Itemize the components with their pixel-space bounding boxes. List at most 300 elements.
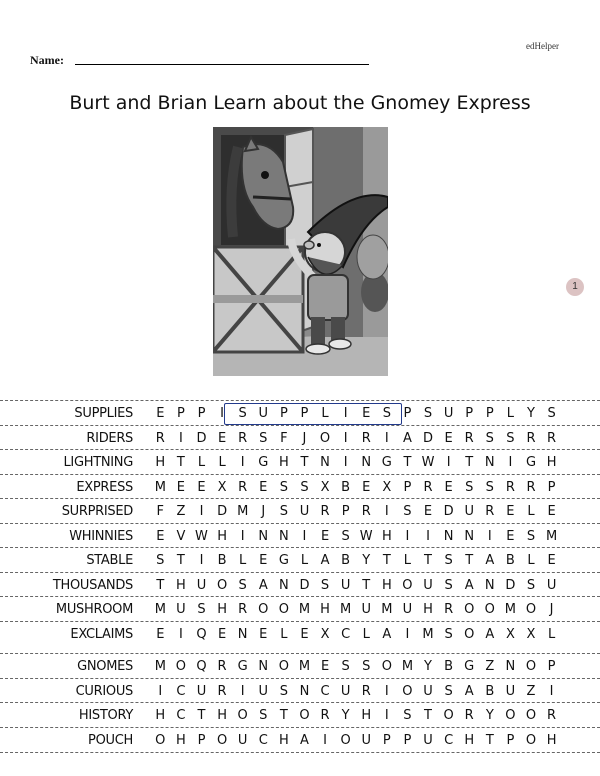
puzzle-letter[interactable]: E xyxy=(547,504,556,519)
puzzle-letter[interactable]: T xyxy=(465,455,474,470)
puzzle-letter[interactable]: S xyxy=(444,627,453,642)
puzzle-letter[interactable]: S xyxy=(485,480,494,495)
puzzle-letter[interactable]: T xyxy=(300,455,309,470)
puzzle-word: SUPPLIES xyxy=(74,406,133,421)
puzzle-letter[interactable]: I xyxy=(240,529,245,544)
puzzle-letter[interactable]: P xyxy=(300,406,309,421)
puzzle-letter[interactable]: M xyxy=(401,659,414,674)
puzzle-letter[interactable]: S xyxy=(444,684,453,699)
puzzle-letter[interactable]: Z xyxy=(485,659,495,674)
puzzle-letter[interactable]: P xyxy=(465,406,474,421)
name-field[interactable] xyxy=(75,64,369,65)
puzzle-letter[interactable]: O xyxy=(175,659,186,674)
puzzle-letter[interactable]: I xyxy=(487,529,492,544)
puzzle-letter[interactable]: S xyxy=(506,431,515,446)
puzzle-letter[interactable]: X xyxy=(320,627,330,642)
puzzle-letter[interactable]: F xyxy=(280,431,288,446)
puzzle-letter[interactable]: Q xyxy=(196,659,207,674)
puzzle-letter[interactable]: O xyxy=(464,627,475,642)
puzzle-letter[interactable]: S xyxy=(485,431,494,446)
puzzle-letter[interactable]: R xyxy=(238,480,248,495)
puzzle-letter[interactable]: N xyxy=(443,529,454,544)
puzzle-letter[interactable]: D xyxy=(423,431,434,446)
puzzle-letter[interactable]: D xyxy=(505,578,516,593)
puzzle-letter[interactable]: H xyxy=(278,455,289,470)
puzzle-letters[interactable] xyxy=(150,659,562,674)
puzzle-letter[interactable]: A xyxy=(382,627,392,642)
puzzle-letter[interactable]: S xyxy=(259,431,268,446)
puzzle-letter[interactable]: L xyxy=(547,627,556,642)
puzzle-letter[interactable]: P xyxy=(547,659,556,674)
puzzle-letter[interactable]: I xyxy=(549,684,554,699)
puzzle-letters[interactable] xyxy=(150,504,562,519)
puzzle-letter[interactable]: E xyxy=(156,627,165,642)
puzzle-letter[interactable]: T xyxy=(424,708,432,723)
puzzle-letter[interactable]: L xyxy=(239,553,247,568)
puzzle-letter[interactable]: S xyxy=(526,578,536,593)
puzzle-letter[interactable]: B xyxy=(217,553,227,568)
puzzle-letter[interactable]: I xyxy=(240,684,245,699)
puzzle-letter[interactable]: R xyxy=(361,431,371,446)
puzzle-letter[interactable]: U xyxy=(361,733,371,748)
puzzle-letter[interactable]: X xyxy=(382,480,392,495)
puzzle-letter[interactable]: O xyxy=(525,708,537,723)
puzzle-letter[interactable]: H xyxy=(155,708,166,723)
puzzle-letter[interactable]: U xyxy=(196,684,207,699)
puzzle-letter[interactable]: T xyxy=(424,553,432,568)
puzzle-letter[interactable]: R xyxy=(464,431,474,446)
puzzle-letter[interactable]: S xyxy=(238,406,247,421)
puzzle-letter[interactable]: S xyxy=(547,406,556,421)
puzzle-letter[interactable]: D xyxy=(299,578,310,593)
puzzle-letter[interactable]: C xyxy=(320,684,330,699)
puzzle-letter[interactable]: Z xyxy=(176,504,186,519)
puzzle-letter[interactable]: S xyxy=(279,684,288,699)
puzzle-letter[interactable]: I xyxy=(508,455,513,470)
puzzle-letter[interactable]: U xyxy=(423,733,433,748)
puzzle-letter[interactable]: E xyxy=(156,529,165,544)
puzzle-letter[interactable]: S xyxy=(238,578,247,593)
puzzle-letter[interactable]: M xyxy=(381,602,393,617)
puzzle-letter[interactable]: X xyxy=(217,480,227,495)
puzzle-letter[interactable]: O xyxy=(278,602,289,617)
puzzle-letter[interactable]: N xyxy=(464,529,475,544)
puzzle-letter[interactable]: I xyxy=(343,406,348,421)
puzzle-letter[interactable]: W xyxy=(359,529,373,544)
puzzle-letter[interactable]: L xyxy=(300,553,309,568)
puzzle-letter[interactable]: A xyxy=(464,578,474,593)
puzzle-letter[interactable]: T xyxy=(403,455,412,470)
puzzle-letter[interactable]: A xyxy=(485,627,495,642)
puzzle-letter[interactable]: O xyxy=(505,708,516,723)
puzzle-letter[interactable]: I xyxy=(178,627,183,642)
puzzle-letter[interactable]: G xyxy=(525,455,537,470)
puzzle-letter[interactable]: N xyxy=(505,659,516,674)
puzzle-letter[interactable]: J xyxy=(302,431,307,446)
puzzle-letters[interactable] xyxy=(150,529,562,544)
puzzle-letter[interactable]: P xyxy=(176,406,185,421)
puzzle-letter[interactable]: E xyxy=(547,553,556,568)
puzzle-letter[interactable]: O xyxy=(340,733,351,748)
puzzle-letter[interactable]: E xyxy=(259,627,268,642)
puzzle-letter[interactable]: D xyxy=(196,431,207,446)
puzzle-letter[interactable]: O xyxy=(216,578,228,593)
puzzle-letter[interactable]: O xyxy=(464,602,475,617)
puzzle-letter[interactable]: R xyxy=(238,431,248,446)
puzzle-letter[interactable]: R xyxy=(361,504,371,519)
puzzle-letter[interactable]: S xyxy=(279,480,288,495)
puzzle-word: POUCH xyxy=(88,733,133,748)
puzzle-letter[interactable]: S xyxy=(197,602,206,617)
puzzle-letter[interactable]: N xyxy=(484,455,495,470)
puzzle-letter[interactable]: R xyxy=(217,659,227,674)
puzzle-letter[interactable]: M xyxy=(298,659,311,674)
puzzle-letter[interactable]: L xyxy=(362,627,370,642)
puzzle-letter[interactable]: U xyxy=(546,578,557,593)
puzzle-letter[interactable]: E xyxy=(444,480,453,495)
puzzle-letter[interactable]: P xyxy=(197,406,206,421)
puzzle-letter[interactable]: W xyxy=(421,455,435,470)
puzzle-letter[interactable]: E xyxy=(362,406,371,421)
puzzle-letter[interactable]: H xyxy=(361,708,372,723)
puzzle-letter[interactable]: U xyxy=(464,504,474,519)
puzzle-letter[interactable]: S xyxy=(423,406,433,421)
puzzle-letter[interactable]: P xyxy=(506,733,515,748)
puzzle-letter[interactable]: O xyxy=(155,733,166,748)
puzzle-letters[interactable] xyxy=(150,480,562,495)
puzzle-letter[interactable]: C xyxy=(341,627,351,642)
puzzle-letter[interactable]: S xyxy=(259,708,268,723)
puzzle-letter[interactable]: A xyxy=(402,431,412,446)
puzzle-letter[interactable]: E xyxy=(176,480,185,495)
puzzle-letter[interactable]: S xyxy=(362,659,371,674)
puzzle-letter[interactable]: U xyxy=(423,684,433,699)
puzzle-letter[interactable]: E xyxy=(444,431,453,446)
puzzle-letters[interactable] xyxy=(150,553,562,568)
puzzle-letter[interactable]: I xyxy=(178,431,183,446)
puzzle-letter[interactable]: N xyxy=(320,455,330,470)
puzzle-letter[interactable]: H xyxy=(546,733,557,748)
puzzle-letter[interactable]: I xyxy=(343,455,348,470)
puzzle-letter[interactable]: O xyxy=(278,659,289,674)
puzzle-letter[interactable]: U xyxy=(176,602,186,617)
puzzle-letter[interactable]: C xyxy=(258,733,268,748)
puzzle-letter[interactable]: R xyxy=(526,431,536,446)
puzzle-letter[interactable]: O xyxy=(216,733,228,748)
puzzle-letter[interactable]: H xyxy=(155,455,166,470)
puzzle-letter[interactable]: U xyxy=(423,578,433,593)
puzzle-letter[interactable]: T xyxy=(485,733,494,748)
puzzle-letter[interactable]: G xyxy=(258,455,269,470)
puzzle-letter[interactable]: A xyxy=(320,553,330,568)
puzzle-letter[interactable]: E xyxy=(320,659,330,674)
puzzle-letter[interactable]: N xyxy=(278,578,289,593)
puzzle-letter[interactable]: S xyxy=(320,578,330,593)
puzzle-letter[interactable]: U xyxy=(299,504,310,519)
puzzle-letter[interactable]: H xyxy=(423,602,433,617)
puzzle-letter[interactable]: H xyxy=(217,602,227,617)
puzzle-letter[interactable]: I xyxy=(240,455,245,470)
puzzle-letter[interactable]: E xyxy=(362,480,371,495)
puzzle-letter[interactable]: P xyxy=(547,480,556,495)
puzzle-letter[interactable]: U xyxy=(402,602,413,617)
puzzle-letter[interactable]: S xyxy=(156,553,165,568)
puzzle-letter[interactable]: W xyxy=(195,529,208,544)
puzzle-letter[interactable]: I xyxy=(199,504,204,519)
puzzle-letter[interactable]: Y xyxy=(341,708,350,723)
puzzle-letters[interactable] xyxy=(150,602,562,617)
puzzle-letter[interactable]: L xyxy=(280,627,288,642)
puzzle-letter[interactable]: T xyxy=(279,708,288,723)
puzzle-letters[interactable] xyxy=(150,455,562,470)
puzzle-letter[interactable]: E xyxy=(197,480,206,495)
puzzle-letter[interactable]: P xyxy=(403,406,412,421)
puzzle-letters[interactable] xyxy=(150,578,562,593)
puzzle-letter[interactable]: M xyxy=(154,659,166,674)
puzzle-letter[interactable]: L xyxy=(403,553,412,568)
puzzle-letter[interactable]: S xyxy=(300,480,309,495)
puzzle-letter[interactable]: D xyxy=(443,504,454,519)
puzzle-letters[interactable] xyxy=(150,708,562,723)
puzzle-letter[interactable]: A xyxy=(300,733,309,748)
puzzle-letter[interactable]: P xyxy=(403,480,412,495)
puzzle-letter[interactable]: S xyxy=(465,480,474,495)
puzzle-letter[interactable]: P xyxy=(485,406,494,421)
puzzle-letter[interactable]: M xyxy=(422,627,434,642)
puzzle-letter[interactable]: I xyxy=(199,553,204,568)
puzzle-letter[interactable]: A xyxy=(485,553,495,568)
puzzle-letter[interactable]: H xyxy=(546,455,557,470)
puzzle-letter[interactable]: R xyxy=(547,708,557,723)
puzzle-letter[interactable]: L xyxy=(218,455,226,470)
puzzle-letter[interactable]: H xyxy=(217,708,227,723)
puzzle-letter[interactable]: L xyxy=(527,553,535,568)
puzzle-letter[interactable]: E xyxy=(506,504,515,519)
puzzle-letter[interactable]: U xyxy=(258,684,269,699)
puzzle-letter[interactable]: O xyxy=(484,602,495,617)
puzzle-letter[interactable]: G xyxy=(381,455,392,470)
puzzle-letter[interactable]: U xyxy=(196,578,207,593)
puzzle-letter[interactable]: I xyxy=(446,455,451,470)
puzzle-letter[interactable]: O xyxy=(525,602,537,617)
puzzle-letter[interactable]: N xyxy=(258,659,269,674)
puzzle-letter[interactable]: G xyxy=(237,659,248,674)
puzzle-letter[interactable]: H xyxy=(320,602,330,617)
puzzle-letter[interactable]: F xyxy=(156,504,165,519)
puzzle-row xyxy=(0,498,600,523)
puzzle-letter[interactable]: S xyxy=(403,708,412,723)
puzzle-letter[interactable]: T xyxy=(156,578,165,593)
puzzle-letter[interactable]: A xyxy=(258,578,268,593)
puzzle-letter[interactable]: P xyxy=(341,504,350,519)
puzzle-letter[interactable]: I xyxy=(384,504,389,519)
puzzle-letter[interactable]: R xyxy=(444,602,454,617)
puzzle-letter[interactable]: R xyxy=(485,504,495,519)
puzzle-letter[interactable]: O xyxy=(525,733,537,748)
puzzle-letter[interactable]: J xyxy=(549,602,554,617)
puzzle-letter[interactable]: P xyxy=(279,406,288,421)
puzzle-letter[interactable]: M xyxy=(504,602,516,617)
puzzle-letter[interactable]: E xyxy=(259,553,268,568)
puzzle-letter[interactable]: I xyxy=(426,529,430,544)
puzzle-letter[interactable]: C xyxy=(444,733,454,748)
puzzle-letter[interactable]: P xyxy=(382,733,391,748)
puzzle-letter[interactable]: R xyxy=(526,480,536,495)
puzzle-letter[interactable]: N xyxy=(258,529,269,544)
puzzle-letter[interactable]: E xyxy=(217,627,227,642)
puzzle-letter[interactable]: X xyxy=(526,627,536,642)
puzzle-letter[interactable]: R xyxy=(423,480,433,495)
puzzle-letter[interactable]: H xyxy=(176,578,186,593)
puzzle-letter[interactable]: S xyxy=(341,659,350,674)
puzzle-letter[interactable]: Z xyxy=(526,684,536,699)
puzzle-letter[interactable]: I xyxy=(384,684,389,699)
puzzle-letter[interactable]: S xyxy=(444,578,453,593)
puzzle-letters[interactable] xyxy=(150,684,562,699)
puzzle-letter[interactable]: Q xyxy=(196,627,207,642)
puzzle-letter[interactable]: A xyxy=(464,684,474,699)
puzzle-letter[interactable]: R xyxy=(155,431,165,446)
puzzle-letter[interactable]: S xyxy=(403,504,412,519)
puzzle-letter[interactable]: N xyxy=(299,684,310,699)
puzzle-letter[interactable]: G xyxy=(464,659,475,674)
puzzle-letter[interactable]: I xyxy=(405,627,410,642)
puzzle-letter[interactable]: T xyxy=(382,553,391,568)
puzzle-letter[interactable]: E xyxy=(300,627,309,642)
puzzle-letter[interactable]: T xyxy=(176,553,185,568)
puzzle-letter[interactable]: D xyxy=(217,504,228,519)
puzzle-letter[interactable]: E xyxy=(423,504,433,519)
puzzle-letter[interactable]: O xyxy=(299,708,310,723)
puzzle-letter[interactable]: M xyxy=(340,602,352,617)
puzzle-letter[interactable]: E xyxy=(156,406,165,421)
puzzle-letter[interactable]: O xyxy=(237,708,248,723)
puzzle-letter[interactable]: U xyxy=(237,733,248,748)
puzzle-letter[interactable]: I xyxy=(405,529,410,544)
found-word-highlight xyxy=(224,403,402,425)
puzzle-letter[interactable]: U xyxy=(340,578,351,593)
puzzle-letter[interactable]: T xyxy=(197,708,206,723)
puzzle-letter[interactable]: P xyxy=(403,733,412,748)
puzzle-letter[interactable]: M xyxy=(154,480,166,495)
puzzle-letter[interactable]: H xyxy=(217,529,227,544)
puzzle-letter[interactable]: B xyxy=(341,553,351,568)
worksheet-title: Burt and Brian Learn about the Gnomey Express xyxy=(69,92,531,114)
puzzle-letter[interactable]: I xyxy=(323,733,327,748)
puzzle-letter[interactable]: M xyxy=(545,529,558,544)
puzzle-letter[interactable]: I xyxy=(384,708,389,723)
puzzle-letter[interactable]: N xyxy=(237,627,248,642)
puzzle-letter[interactable]: O xyxy=(443,708,454,723)
puzzle-letter[interactable]: S xyxy=(279,504,288,519)
puzzle-letter[interactable]: E xyxy=(320,529,330,544)
puzzle-letter[interactable]: P xyxy=(197,733,206,748)
puzzle-letter[interactable]: N xyxy=(278,529,289,544)
puzzle-letter[interactable]: Y xyxy=(362,553,371,568)
puzzle-letter[interactable]: L xyxy=(321,406,329,421)
puzzle-letters[interactable] xyxy=(150,627,562,642)
puzzle-letter[interactable]: S xyxy=(526,529,536,544)
puzzle-letter[interactable]: I xyxy=(343,431,348,446)
puzzle-letter[interactable]: L xyxy=(506,406,515,421)
puzzle-letter[interactable]: R xyxy=(464,708,474,723)
puzzle-letter[interactable]: N xyxy=(484,578,495,593)
puzzle-letter[interactable]: T xyxy=(362,578,371,593)
puzzle-letters[interactable] xyxy=(150,431,562,446)
puzzle-letter[interactable]: O xyxy=(319,431,331,446)
puzzle-letter[interactable]: L xyxy=(527,504,535,519)
puzzle-letter[interactable]: V xyxy=(176,529,186,544)
puzzle-letter[interactable]: Y xyxy=(527,406,535,421)
puzzle-letter[interactable]: U xyxy=(340,684,351,699)
puzzle-letter[interactable]: Y xyxy=(424,659,432,674)
puzzle-letter[interactable]: B xyxy=(444,659,454,674)
puzzle-letter[interactable]: C xyxy=(176,684,186,699)
puzzle-letter[interactable]: U xyxy=(361,602,371,617)
puzzle-letter[interactable]: H xyxy=(381,529,392,544)
puzzle-letter[interactable]: S xyxy=(341,529,350,544)
puzzle-letter[interactable]: H xyxy=(381,578,392,593)
puzzle-letter[interactable]: E xyxy=(506,529,515,544)
puzzle-letter[interactable]: O xyxy=(381,659,392,674)
puzzle-letter[interactable]: O xyxy=(258,602,269,617)
puzzle-letter[interactable]: U xyxy=(505,684,516,699)
puzzle-letter[interactable]: U xyxy=(443,406,454,421)
puzzle-letter[interactable]: I xyxy=(158,684,163,699)
puzzle-letter[interactable]: S xyxy=(382,406,391,421)
puzzle-letter[interactable]: O xyxy=(402,684,413,699)
puzzle-letter[interactable]: T xyxy=(176,455,185,470)
puzzle-letter[interactable]: X xyxy=(320,480,330,495)
puzzle-letter[interactable]: G xyxy=(278,553,289,568)
puzzle-letter[interactable]: B xyxy=(341,480,351,495)
puzzle-letter[interactable]: M xyxy=(237,504,249,519)
puzzle-letter[interactable]: B xyxy=(505,553,515,568)
puzzle-letter[interactable]: R xyxy=(238,602,248,617)
puzzle-letter[interactable]: R xyxy=(547,431,557,446)
puzzle-letter[interactable]: C xyxy=(176,708,186,723)
puzzle-letter[interactable]: I xyxy=(220,406,224,421)
puzzle-letter[interactable]: I xyxy=(384,431,389,446)
puzzle-letters[interactable] xyxy=(150,733,562,748)
puzzle-letter[interactable]: B xyxy=(485,684,495,699)
puzzle-letter[interactable]: R xyxy=(361,684,371,699)
puzzle-letter[interactable]: E xyxy=(259,480,268,495)
puzzle-letter[interactable]: U xyxy=(258,406,269,421)
puzzle-letter[interactable]: H xyxy=(176,733,186,748)
puzzle-row xyxy=(0,400,600,425)
puzzle-letter[interactable]: N xyxy=(361,455,372,470)
puzzle-letter[interactable]: L xyxy=(197,455,206,470)
puzzle-letter[interactable]: R xyxy=(320,504,330,519)
puzzle-letter[interactable]: H xyxy=(464,733,475,748)
puzzle-letter[interactable]: X xyxy=(505,627,515,642)
puzzle-letter[interactable]: O xyxy=(525,659,537,674)
puzzle-letter[interactable]: E xyxy=(217,431,227,446)
puzzle-letter[interactable]: T xyxy=(465,553,474,568)
puzzle-letter[interactable]: Y xyxy=(485,708,494,723)
puzzle-letter[interactable]: M xyxy=(154,602,166,617)
puzzle-letter[interactable]: J xyxy=(261,504,266,519)
puzzle-letter[interactable]: R xyxy=(320,708,330,723)
puzzle-letter[interactable]: R xyxy=(505,480,515,495)
puzzle-letter[interactable]: O xyxy=(402,578,413,593)
puzzle-letter[interactable]: H xyxy=(278,733,289,748)
puzzle-letter[interactable]: S xyxy=(444,553,453,568)
puzzle-letter[interactable]: R xyxy=(217,684,227,699)
puzzle-letter[interactable]: M xyxy=(298,602,311,617)
puzzle-letter[interactable]: I xyxy=(302,529,307,544)
